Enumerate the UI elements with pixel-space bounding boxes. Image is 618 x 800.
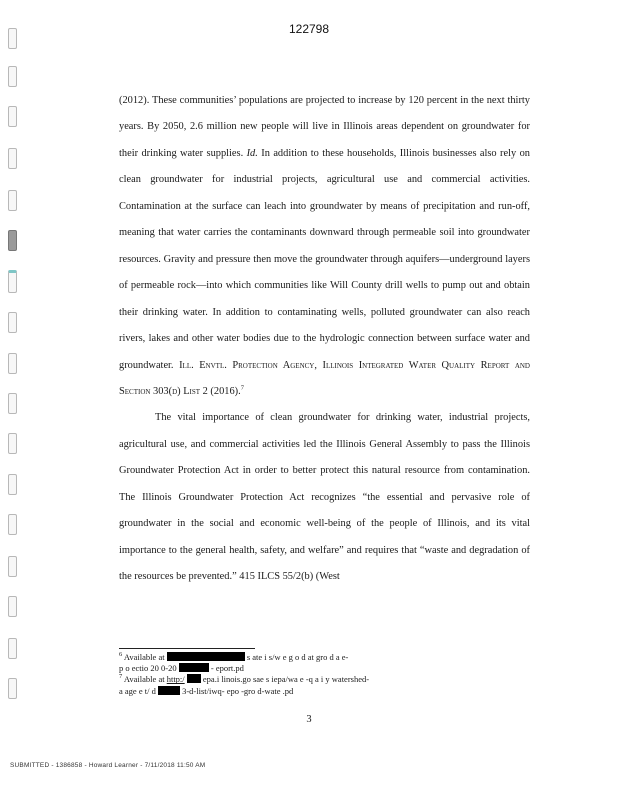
body-sentence: These communities’ populations are projected to increase by 120 percent in the next thirty years. By 2050, 2.6 million new people will live in Illinois areas dependent on groundwater for their drinking water supplies. <box>119 95 530 159</box>
binder-hole <box>8 148 17 169</box>
redaction-bar <box>179 663 209 672</box>
binder-hole <box>8 312 17 333</box>
binder-hole <box>8 66 17 87</box>
footnote-text: Available at <box>123 674 165 685</box>
binder-hole <box>8 514 17 535</box>
footnote-url[interactable]: s ate i s/w e g o d at gro d a e- <box>246 652 349 662</box>
footnote-divider <box>119 648 255 649</box>
redaction-bar <box>158 686 180 695</box>
footnote-6 <box>119 652 499 674</box>
footnote-url[interactable]: p o ectio 20 0-20 <box>119 663 177 674</box>
binder-hole <box>8 190 17 211</box>
binder-hole <box>8 556 17 577</box>
redaction-bar <box>187 674 201 683</box>
paragraph-2: The vital importance of clean groundwater for drinking water, industrial projects, agricultural use, and commercial activities led the Illinois General Assembly to pass the Illinois Groundwater Protection Act in order to better protect this natural resource from contamination. The Illinois Groundwater Protection Act recognizes “the essential and pervasive role of groundwater in the social and economic well-being of the people of Illinois, and its vital importance to the general health, safety, and welfare” and requires that “waste and degradation of the resources be prevented.” 415 ILCS 55/2(b) (West <box>119 412 530 583</box>
filing-stamp: SUBMITTED - 1386858 - Howard Learner - 7/11/2018 11:50 AM <box>10 762 206 769</box>
footnote-7 <box>119 674 499 696</box>
binder-hole <box>8 678 17 699</box>
footnote-url[interactable]: 3-d-list/iwq- epo -gro d-wate .pd <box>182 685 294 696</box>
binder-hole <box>8 638 17 659</box>
footnote-text: Available at <box>123 652 165 662</box>
binder-hole <box>8 433 17 454</box>
binder-hole <box>8 106 17 127</box>
footnote-url[interactable]: a age e t/ d <box>119 685 156 696</box>
binder-edge <box>8 28 22 728</box>
binder-hole <box>8 230 17 251</box>
binder-hole <box>8 596 17 617</box>
brief-body <box>119 88 530 591</box>
page-number: 3 <box>306 714 312 725</box>
binder-hole <box>8 353 17 374</box>
citation-year: (2012). <box>119 95 150 106</box>
binder-hole <box>8 393 17 414</box>
binder-hole <box>8 28 17 49</box>
redaction-bar <box>167 652 245 661</box>
footnotes <box>119 652 499 697</box>
footnote-url[interactable]: http:/ <box>166 674 185 685</box>
binder-hole <box>8 474 17 495</box>
id-citation: Id. <box>246 147 258 159</box>
report-citation: Ill. Envtl. Protection Agency, Illinois Integrated Water Quality Report and Section 303(d) List 2 (2016). <box>119 359 530 397</box>
footnote-number: 6 <box>119 651 123 659</box>
footnote-url[interactable]: epa.i linois.go sae s iepa/wa e -q a i y watershed- <box>202 674 370 685</box>
footnote-url[interactable]: - eport.pd <box>210 663 244 674</box>
binder-hole <box>8 270 17 293</box>
bates-number: 122798 <box>288 22 330 36</box>
footnote-ref-7[interactable]: 7 <box>240 384 244 392</box>
body-sentence: In addition to these households, Illinois businesses also rely on clean groundwater for industrial projects, agricultural use and commercial activities. Contamination at the surface can leach into groundwater by means of precipitation and run-off, meaning that water carries the contaminants downward through permeable soil into groundwater resources. Gravity and pressure then move the groundwater through aquifers—underground layers of permeable rock—into which communities like Will County drill wells to pump out and obtain their drinking water. In addition to contaminating wells, polluted groundwater can also reach rivers, lakes and other water bodies due to the hydrologic connection between surface water and groundwater. <box>119 147 530 371</box>
footnote-number: 7 <box>119 673 123 681</box>
